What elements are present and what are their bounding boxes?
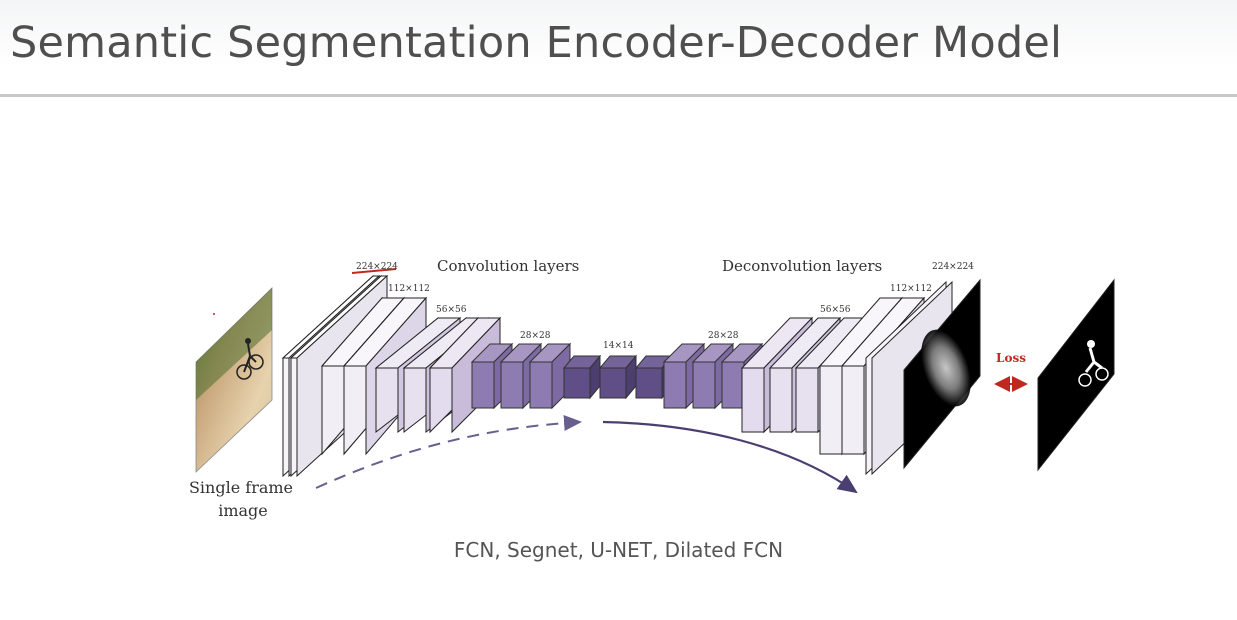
size-label-dec-112: 112×112	[890, 284, 932, 294]
block-mid-b	[600, 356, 636, 398]
decoder-label: Deconvolution layers	[722, 257, 883, 275]
size-label-enc-56: 56×56	[436, 305, 467, 315]
encoder-label: Convolution layers	[437, 257, 580, 275]
bottleneck-blocks	[564, 356, 672, 398]
input-label-line2: image	[218, 501, 268, 520]
stray-dot	[213, 313, 215, 315]
block-mid-a	[564, 356, 600, 398]
encoder-blocks	[283, 276, 570, 476]
caption: FCN, Segnet, U-NET, Dilated FCN	[453, 538, 784, 562]
input-image	[196, 288, 272, 472]
size-label-mid-14: 14×14	[603, 341, 634, 351]
size-label-enc-28: 28×28	[520, 331, 551, 341]
loss-label: Loss	[996, 351, 1026, 365]
size-label-enc-224: 224×224	[356, 262, 398, 272]
size-label-dec-56: 56×56	[820, 305, 851, 315]
size-label-enc-112: 112×112	[388, 284, 430, 294]
size-label-dec-28: 28×28	[708, 331, 739, 341]
page-title: Semantic Segmentation Encoder-Decoder Model	[10, 18, 1063, 68]
size-label-dec-224: 224×224	[932, 262, 974, 272]
input-label-line1: Single frame	[188, 478, 294, 497]
ground-truth-mask	[1038, 280, 1114, 470]
